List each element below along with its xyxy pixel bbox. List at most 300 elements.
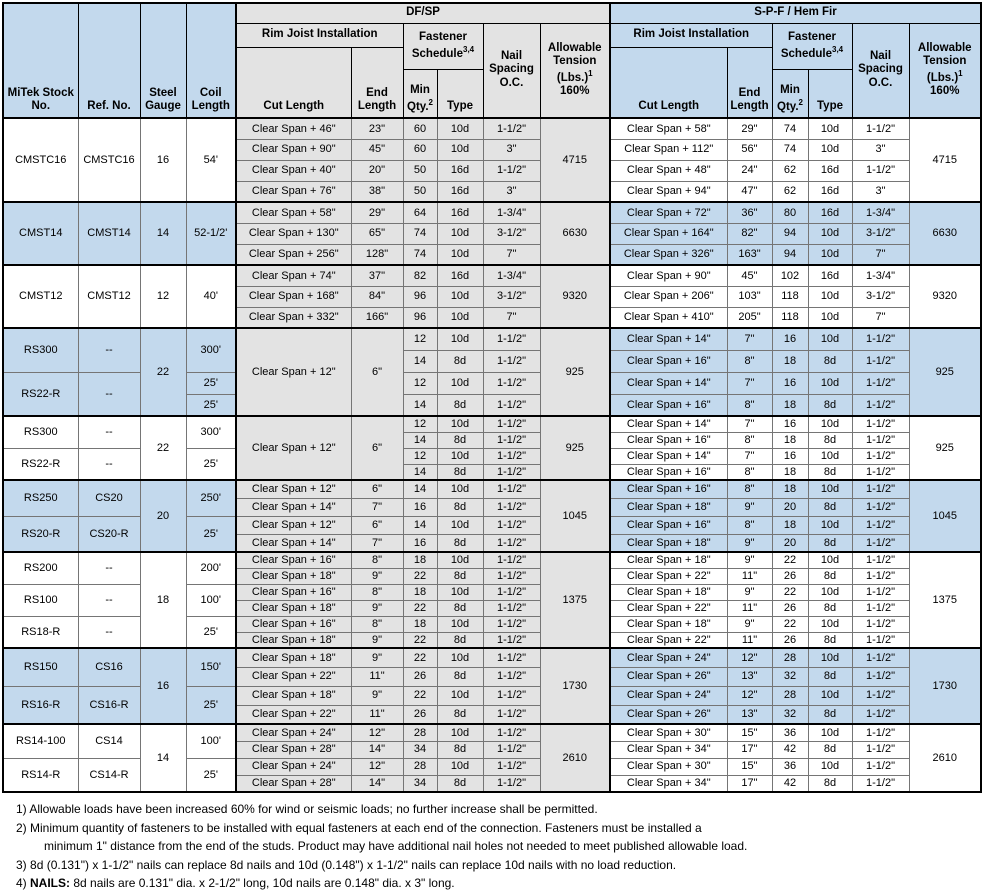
- cell-df-nail-spacing: 1-1/2": [483, 498, 540, 516]
- df-fastener-schedule-header: Fastener Schedule$^{3,4}$: [403, 23, 483, 69]
- cell-df-type: 8d: [437, 498, 483, 516]
- cell-df-end-length: 14": [351, 775, 403, 792]
- df-end-length-header: End Length: [351, 47, 403, 118]
- cell-df-min-qty: 14: [403, 350, 437, 372]
- cell-spf-cut-length: Clear Span + 22": [610, 568, 727, 584]
- cell-df-nail-spacing: 1-1/2": [483, 775, 540, 792]
- cell-df-cut-length: Clear Span + 24": [236, 758, 351, 775]
- cell-df-nail-spacing: 1-1/2": [483, 632, 540, 648]
- cell-gauge: 22: [140, 328, 186, 416]
- cell-spf-min-qty: 16: [772, 372, 808, 394]
- cell-spf-nail-spacing: 3": [852, 181, 909, 202]
- cell-coil: 25': [186, 372, 236, 394]
- product-block: [3, 118, 981, 202]
- cell-df-min-qty: 18: [403, 584, 437, 600]
- cell-ref: --: [78, 328, 140, 372]
- cell-df-end-length: 12": [351, 758, 403, 775]
- cell-df-type: 8d: [437, 741, 483, 758]
- cell-df-nail-spacing: 1-1/2": [483, 480, 540, 498]
- cell-spf-nail-spacing: 1-1/2": [852, 552, 909, 568]
- cell-spf-end-length: 9": [727, 616, 772, 632]
- cell-spf-allowable-tension: 925: [909, 416, 981, 480]
- cell-df-nail-spacing: 7": [483, 244, 540, 265]
- cell-df-end-length: 65": [351, 223, 403, 244]
- cell-df-min-qty: 22: [403, 600, 437, 616]
- cell-df-end-length: 6": [351, 328, 403, 416]
- cell-spf-nail-spacing: 1-1/2": [852, 372, 909, 394]
- cell-spf-nail-spacing: 7": [852, 307, 909, 328]
- product-block: [3, 648, 981, 724]
- cell-spf-nail-spacing: 1-1/2": [852, 394, 909, 416]
- cell-spf-end-length: 7": [727, 448, 772, 464]
- table-row: [3, 648, 981, 667]
- cell-spf-end-length: 8": [727, 350, 772, 372]
- cell-df-nail-spacing: 1-1/2": [483, 648, 540, 667]
- cell-spf-nail-spacing: 1-1/2": [852, 686, 909, 705]
- cell-df-nail-spacing: 1-1/2": [483, 350, 540, 372]
- cell-spf-min-qty: 22: [772, 616, 808, 632]
- cell-gauge: 12: [140, 265, 186, 328]
- cell-df-allowable-tension: 1375: [540, 552, 610, 648]
- cell-coil: 25': [186, 394, 236, 416]
- cell-df-allowable-tension: 925: [540, 328, 610, 416]
- cell-spf-type: 10d: [808, 724, 852, 741]
- cell-df-min-qty: 22: [403, 568, 437, 584]
- col-header-stock-no: MiTek Stock No.: [3, 3, 78, 118]
- cell-df-min-qty: 34: [403, 775, 437, 792]
- cell-df-type: 8d: [437, 775, 483, 792]
- cell-spf-cut-length: Clear Span + 26": [610, 667, 727, 686]
- cell-spf-type: 10d: [808, 448, 852, 464]
- cell-spf-min-qty: 22: [772, 552, 808, 568]
- cell-spf-cut-length: Clear Span + 16": [610, 480, 727, 498]
- product-block: [3, 552, 981, 648]
- cell-df-type: 8d: [437, 464, 483, 480]
- cell-df-cut-length: Clear Span + 12": [236, 480, 351, 498]
- cell-df-type: 16d: [437, 202, 483, 223]
- product-block: [3, 202, 981, 265]
- cell-df-type: 10d: [437, 758, 483, 775]
- cell-df-end-length: 14": [351, 741, 403, 758]
- cell-df-type: 8d: [437, 432, 483, 448]
- cell-spf-min-qty: 16: [772, 448, 808, 464]
- cell-spf-min-qty: 36: [772, 724, 808, 741]
- cell-df-type: 8d: [437, 394, 483, 416]
- cell-spf-type: 10d: [808, 416, 852, 432]
- cell-df-nail-spacing: 1-3/4": [483, 265, 540, 286]
- cell-df-cut-length: Clear Span + 12": [236, 516, 351, 534]
- cell-spf-nail-spacing: 1-3/4": [852, 202, 909, 223]
- table-row: [3, 416, 981, 432]
- cell-spf-end-length: 8": [727, 464, 772, 480]
- cell-stock: RS14-R: [3, 758, 78, 792]
- cell-spf-min-qty: 62: [772, 181, 808, 202]
- cell-df-cut-length: Clear Span + 74": [236, 265, 351, 286]
- cell-df-end-length: 8": [351, 616, 403, 632]
- cell-spf-end-length: 7": [727, 372, 772, 394]
- cell-df-type: 16d: [437, 181, 483, 202]
- cell-spf-cut-length: Clear Span + 18": [610, 552, 727, 568]
- cell-spf-end-length: 36": [727, 202, 772, 223]
- df-rim-joist-header: Rim Joist Installation: [236, 23, 403, 47]
- cell-df-min-qty: 60: [403, 118, 437, 139]
- cell-gauge: 22: [140, 416, 186, 480]
- cell-spf-nail-spacing: 1-1/2": [852, 667, 909, 686]
- cell-stock: RS250: [3, 480, 78, 516]
- cell-spf-nail-spacing: 3": [852, 139, 909, 160]
- cell-spf-type: 10d: [808, 584, 852, 600]
- cell-spf-end-length: 13": [727, 667, 772, 686]
- cell-gauge: 14: [140, 202, 186, 265]
- cell-df-nail-spacing: 1-1/2": [483, 600, 540, 616]
- cell-df-allowable-tension: 4715: [540, 118, 610, 202]
- cell-df-nail-spacing: 1-1/2": [483, 584, 540, 600]
- cell-df-type: 10d: [437, 416, 483, 432]
- cell-df-min-qty: 82: [403, 265, 437, 286]
- cell-spf-type: 10d: [808, 118, 852, 139]
- cell-spf-type: 10d: [808, 307, 852, 328]
- cell-spf-allowable-tension: 9320: [909, 265, 981, 328]
- cell-df-type: 10d: [437, 286, 483, 307]
- cell-df-nail-spacing: 3": [483, 139, 540, 160]
- cell-df-cut-length: Clear Span + 12": [236, 416, 351, 480]
- cell-spf-type: 8d: [808, 705, 852, 724]
- col-header-steel-gauge: Steel Gauge: [140, 3, 186, 118]
- cell-df-nail-spacing: 1-1/2": [483, 416, 540, 432]
- cell-spf-cut-length: Clear Span + 410": [610, 307, 727, 328]
- cell-spf-type: 8d: [808, 568, 852, 584]
- df-nail-spacing-header: Nail Spacing O.C.: [483, 23, 540, 118]
- cell-spf-end-length: 15": [727, 758, 772, 775]
- cell-df-min-qty: 18: [403, 552, 437, 568]
- cell-spf-cut-length: Clear Span + 16": [610, 394, 727, 416]
- spf-allowable-tension-header: Allowable Tension $(Lbs.)^1$ 160%: [909, 23, 981, 118]
- cell-spf-cut-length: Clear Span + 18": [610, 498, 727, 516]
- cell-spf-end-length: 12": [727, 648, 772, 667]
- cell-spf-nail-spacing: 1-1/2": [852, 600, 909, 616]
- group-header-spf-hemfir: S-P-F / Hem Fir: [610, 3, 981, 23]
- cell-spf-type: 8d: [808, 534, 852, 552]
- cell-gauge: 18: [140, 552, 186, 648]
- cell-df-end-length: 6": [351, 416, 403, 480]
- cell-spf-allowable-tension: 1375: [909, 552, 981, 648]
- cell-spf-end-length: 29": [727, 118, 772, 139]
- cell-df-min-qty: 14: [403, 394, 437, 416]
- cell-spf-min-qty: 18: [772, 394, 808, 416]
- cell-spf-min-qty: 16: [772, 416, 808, 432]
- cell-spf-min-qty: 28: [772, 686, 808, 705]
- cell-spf-min-qty: 94: [772, 244, 808, 265]
- cell-spf-cut-length: Clear Span + 30": [610, 758, 727, 775]
- cell-spf-type: 8d: [808, 632, 852, 648]
- cell-spf-cut-length: Clear Span + 90": [610, 265, 727, 286]
- cell-df-allowable-tension: 6630: [540, 202, 610, 265]
- cell-coil: 300': [186, 416, 236, 448]
- cell-spf-cut-length: Clear Span + 48": [610, 160, 727, 181]
- cell-df-nail-spacing: 1-1/2": [483, 448, 540, 464]
- cell-coil: 200': [186, 552, 236, 584]
- cell-df-end-length: 20": [351, 160, 403, 181]
- cell-df-cut-length: Clear Span + 28": [236, 741, 351, 758]
- cell-df-min-qty: 16: [403, 534, 437, 552]
- cell-spf-type: 8d: [808, 498, 852, 516]
- spf-end-length-header: End Length: [727, 47, 772, 118]
- cell-spf-cut-length: Clear Span + 18": [610, 534, 727, 552]
- cell-df-cut-length: Clear Span + 18": [236, 568, 351, 584]
- cell-df-min-qty: 50: [403, 160, 437, 181]
- cell-coil: 300': [186, 328, 236, 372]
- df-min-qty-header: Min Qty.$^2$: [403, 69, 437, 118]
- cell-spf-min-qty: 20: [772, 498, 808, 516]
- cell-df-cut-length: Clear Span + 16": [236, 552, 351, 568]
- cell-spf-min-qty: 18: [772, 350, 808, 372]
- cell-stock: RS22-R: [3, 372, 78, 416]
- cell-df-type: 10d: [437, 584, 483, 600]
- cell-df-nail-spacing: 1-3/4": [483, 202, 540, 223]
- cell-df-nail-spacing: 1-1/2": [483, 568, 540, 584]
- cell-spf-allowable-tension: 6630: [909, 202, 981, 265]
- cell-df-cut-length: Clear Span + 168": [236, 286, 351, 307]
- table-row: [3, 724, 981, 741]
- cell-spf-type: 10d: [808, 480, 852, 498]
- cell-spf-nail-spacing: 1-1/2": [852, 568, 909, 584]
- cell-spf-type: 10d: [808, 648, 852, 667]
- cell-spf-type: 16d: [808, 265, 852, 286]
- cell-spf-min-qty: 74: [772, 139, 808, 160]
- cell-stock: RS200: [3, 552, 78, 584]
- cell-spf-type: 10d: [808, 244, 852, 265]
- cell-spf-type: 10d: [808, 286, 852, 307]
- cell-df-type: 10d: [437, 244, 483, 265]
- cell-spf-allowable-tension: 925: [909, 328, 981, 416]
- cell-stock: RS20-R: [3, 516, 78, 552]
- cell-stock: RS18-R: [3, 616, 78, 648]
- cell-spf-type: 10d: [808, 552, 852, 568]
- cell-spf-type: 8d: [808, 775, 852, 792]
- cell-df-cut-length: Clear Span + 130": [236, 223, 351, 244]
- cell-spf-cut-length: Clear Span + 72": [610, 202, 727, 223]
- cell-stock: RS150: [3, 648, 78, 686]
- table-header: [3, 3, 981, 118]
- cell-df-type: 16d: [437, 160, 483, 181]
- cell-spf-end-length: 45": [727, 265, 772, 286]
- cell-df-allowable-tension: 9320: [540, 265, 610, 328]
- cell-spf-nail-spacing: 1-1/2": [852, 775, 909, 792]
- cell-spf-type: 10d: [808, 758, 852, 775]
- product-block: [3, 328, 981, 416]
- cell-spf-end-length: 8": [727, 432, 772, 448]
- cell-df-type: 10d: [437, 480, 483, 498]
- cell-spf-nail-spacing: 7": [852, 244, 909, 265]
- cell-df-cut-length: Clear Span + 28": [236, 775, 351, 792]
- cell-df-end-length: 29": [351, 202, 403, 223]
- cell-spf-cut-length: Clear Span + 18": [610, 584, 727, 600]
- cell-stock: CMSTC16: [3, 118, 78, 202]
- table-row: [3, 118, 981, 139]
- cell-spf-type: 8d: [808, 394, 852, 416]
- cell-spf-end-length: 56": [727, 139, 772, 160]
- cell-df-nail-spacing: 1-1/2": [483, 705, 540, 724]
- cell-df-min-qty: 26: [403, 705, 437, 724]
- cell-spf-cut-length: Clear Span + 16": [610, 432, 727, 448]
- cell-df-min-qty: 96: [403, 307, 437, 328]
- cell-coil: 100': [186, 724, 236, 758]
- cell-spf-min-qty: 26: [772, 600, 808, 616]
- cell-spf-type: 10d: [808, 223, 852, 244]
- cell-df-end-length: 6": [351, 480, 403, 498]
- cell-df-cut-length: Clear Span + 40": [236, 160, 351, 181]
- footnote: 3) 8d (0.131") x 1-1/2" nails can replace 8d nails and 10d (0.148") x 1-1/2" nails can replace 10d nails with no load reduction.: [16, 857, 677, 872]
- cell-df-end-length: 37": [351, 265, 403, 286]
- cell-spf-nail-spacing: 1-1/2": [852, 632, 909, 648]
- cell-spf-nail-spacing: 3-1/2": [852, 286, 909, 307]
- cell-spf-end-length: 9": [727, 552, 772, 568]
- cell-spf-min-qty: 94: [772, 223, 808, 244]
- cell-spf-type: 8d: [808, 600, 852, 616]
- cell-df-type: 10d: [437, 307, 483, 328]
- cell-df-nail-spacing: 1-1/2": [483, 464, 540, 480]
- cell-df-min-qty: 14: [403, 480, 437, 498]
- cell-stock: RS300: [3, 416, 78, 448]
- cell-spf-end-length: 9": [727, 498, 772, 516]
- cell-df-nail-spacing: 1-1/2": [483, 372, 540, 394]
- cell-spf-min-qty: 42: [772, 741, 808, 758]
- cell-spf-nail-spacing: 1-1/2": [852, 448, 909, 464]
- cell-spf-end-length: 17": [727, 741, 772, 758]
- cell-df-type: 10d: [437, 686, 483, 705]
- cell-ref: --: [78, 448, 140, 480]
- cell-spf-min-qty: 32: [772, 667, 808, 686]
- cell-df-min-qty: 28: [403, 758, 437, 775]
- cell-ref: CS20-R: [78, 516, 140, 552]
- cell-spf-min-qty: 26: [772, 568, 808, 584]
- product-block: [3, 724, 981, 792]
- cell-df-nail-spacing: 1-1/2": [483, 516, 540, 534]
- cell-df-min-qty: 14: [403, 464, 437, 480]
- cell-spf-nail-spacing: 1-1/2": [852, 534, 909, 552]
- df-type-header: Type: [437, 69, 483, 118]
- cell-df-min-qty: 14: [403, 516, 437, 534]
- cell-coil: 52-1/2': [186, 202, 236, 265]
- cell-df-cut-length: Clear Span + 24": [236, 724, 351, 741]
- cell-df-nail-spacing: 3-1/2": [483, 223, 540, 244]
- cell-spf-cut-length: Clear Span + 24": [610, 686, 727, 705]
- cell-df-min-qty: 12: [403, 328, 437, 350]
- cell-spf-cut-length: Clear Span + 94": [610, 181, 727, 202]
- cell-gauge: 16: [140, 118, 186, 202]
- cell-stock: RS300: [3, 328, 78, 372]
- cell-spf-nail-spacing: 1-1/2": [852, 328, 909, 350]
- footnote: 4) NAILS: 8d nails are 0.131" dia. x 2-1/2" long, 10d nails are 0.148" dia. x 3" long.: [16, 876, 455, 891]
- cell-df-end-length: 38": [351, 181, 403, 202]
- cell-spf-cut-length: Clear Span + 112": [610, 139, 727, 160]
- cell-spf-min-qty: 118: [772, 307, 808, 328]
- cell-stock: RS100: [3, 584, 78, 616]
- cell-spf-cut-length: Clear Span + 30": [610, 724, 727, 741]
- cell-spf-nail-spacing: 1-1/2": [852, 498, 909, 516]
- cell-df-end-length: 128": [351, 244, 403, 265]
- cell-spf-end-length: 17": [727, 775, 772, 792]
- cell-spf-allowable-tension: 4715: [909, 118, 981, 202]
- cell-spf-cut-length: Clear Span + 24": [610, 648, 727, 667]
- cell-df-nail-spacing: 1-1/2": [483, 534, 540, 552]
- cell-spf-cut-length: Clear Span + 18": [610, 616, 727, 632]
- cell-df-nail-spacing: 1-1/2": [483, 616, 540, 632]
- cell-df-type: 10d: [437, 223, 483, 244]
- cell-df-cut-length: Clear Span + 22": [236, 667, 351, 686]
- cell-df-nail-spacing: 3": [483, 181, 540, 202]
- cell-spf-cut-length: Clear Span + 164": [610, 223, 727, 244]
- cell-df-min-qty: 12: [403, 448, 437, 464]
- cell-df-min-qty: 22: [403, 686, 437, 705]
- footnote-number: 3): [16, 857, 31, 872]
- cell-spf-end-length: 24": [727, 160, 772, 181]
- cell-spf-type: 8d: [808, 432, 852, 448]
- cell-df-end-length: 11": [351, 667, 403, 686]
- cell-spf-nail-spacing: 3-1/2": [852, 223, 909, 244]
- cell-df-min-qty: 34: [403, 741, 437, 758]
- cell-spf-type: 8d: [808, 667, 852, 686]
- cell-spf-cut-length: Clear Span + 14": [610, 448, 727, 464]
- cell-spf-nail-spacing: 1-1/2": [852, 705, 909, 724]
- cell-spf-min-qty: 118: [772, 286, 808, 307]
- cell-df-end-length: 11": [351, 705, 403, 724]
- cell-df-end-length: 45": [351, 139, 403, 160]
- df-cut-length-header: Cut Length: [236, 47, 351, 118]
- cell-df-type: 8d: [437, 568, 483, 584]
- cell-df-cut-length: Clear Span + 332": [236, 307, 351, 328]
- cell-coil: 54': [186, 118, 236, 202]
- cell-df-min-qty: 60: [403, 139, 437, 160]
- cell-spf-nail-spacing: 1-3/4": [852, 265, 909, 286]
- cell-ref: --: [78, 552, 140, 584]
- cell-df-nail-spacing: 1-1/2": [483, 758, 540, 775]
- cell-spf-end-length: 7": [727, 328, 772, 350]
- cell-ref: --: [78, 616, 140, 648]
- table-row: [3, 265, 981, 286]
- cell-ref: --: [78, 416, 140, 448]
- spf-min-qty-header: Min Qty.$^2$: [772, 69, 808, 118]
- cell-spf-nail-spacing: 1-1/2": [852, 118, 909, 139]
- cell-spf-min-qty: 18: [772, 432, 808, 448]
- table-row: [3, 480, 981, 498]
- cell-coil: 25': [186, 448, 236, 480]
- cell-spf-nail-spacing: 1-1/2": [852, 350, 909, 372]
- cell-df-cut-length: Clear Span + 16": [236, 616, 351, 632]
- cell-spf-type: 10d: [808, 372, 852, 394]
- cell-coil: 250': [186, 480, 236, 516]
- cell-spf-end-length: 9": [727, 584, 772, 600]
- cell-spf-min-qty: 28: [772, 648, 808, 667]
- cell-spf-min-qty: 18: [772, 464, 808, 480]
- cell-spf-end-length: 163": [727, 244, 772, 265]
- cell-spf-type: 16d: [808, 181, 852, 202]
- cell-spf-nail-spacing: 1-1/2": [852, 584, 909, 600]
- cell-spf-type: 10d: [808, 686, 852, 705]
- cell-df-cut-length: Clear Span + 58": [236, 202, 351, 223]
- cell-spf-min-qty: 18: [772, 480, 808, 498]
- cell-df-min-qty: 64: [403, 202, 437, 223]
- table-row: [3, 202, 981, 223]
- footnote-number: 2): [16, 820, 31, 835]
- cell-spf-min-qty: 74: [772, 118, 808, 139]
- cell-coil: 25': [186, 686, 236, 724]
- cell-df-min-qty: 18: [403, 616, 437, 632]
- cell-df-min-qty: 22: [403, 648, 437, 667]
- fastener-schedule-table: [2, 2, 982, 793]
- cell-spf-nail-spacing: 1-1/2": [852, 741, 909, 758]
- footnote-bold-prefix: NAILS:: [30, 876, 71, 891]
